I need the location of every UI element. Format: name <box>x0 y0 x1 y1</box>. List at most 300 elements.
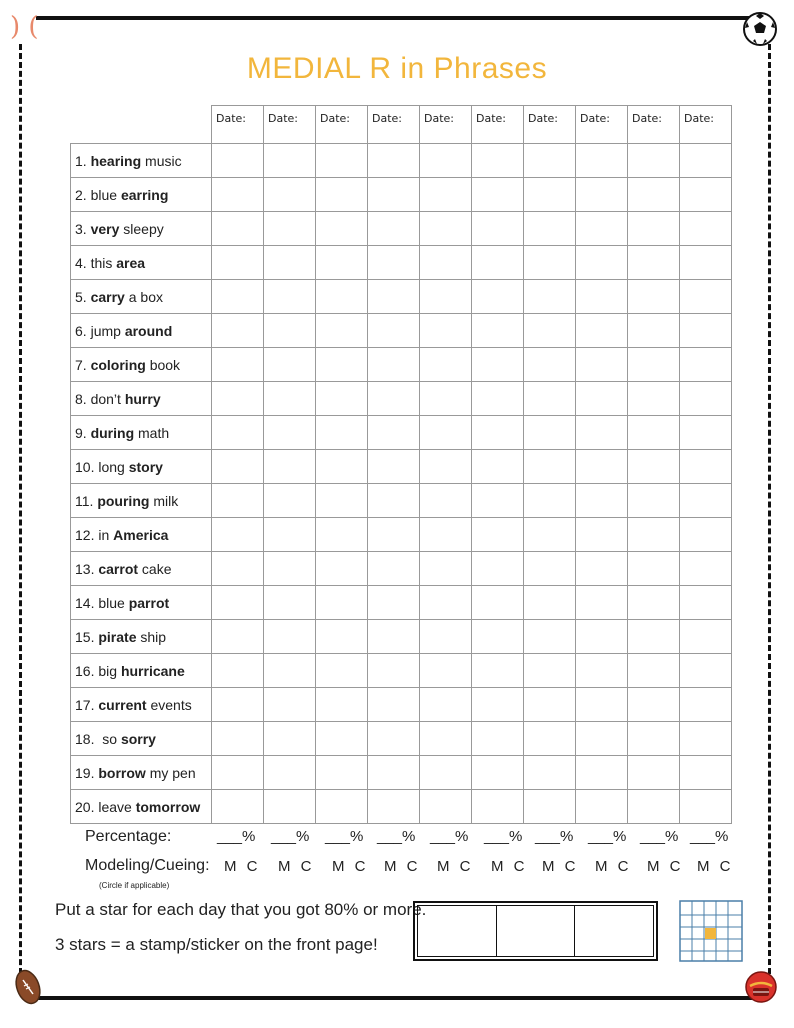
score-cell[interactable] <box>316 586 368 620</box>
star-instruction: Put a star for each day that you got 80% or more. <box>55 900 427 919</box>
score-cell[interactable] <box>212 246 264 280</box>
score-cell[interactable] <box>368 280 420 314</box>
score-cell[interactable] <box>524 620 576 654</box>
phrase-target-word: pirate <box>98 628 137 645</box>
score-cell[interactable] <box>264 178 316 212</box>
score-cell[interactable] <box>628 382 680 416</box>
score-cell[interactable] <box>264 722 316 756</box>
phrase-row <box>71 756 732 790</box>
modeling-cueing-choice[interactable]: M C <box>542 858 579 875</box>
phrase-pre: leave <box>94 798 136 815</box>
score-cell[interactable] <box>368 314 420 348</box>
score-cell[interactable] <box>420 314 472 348</box>
score-cell[interactable] <box>420 450 472 484</box>
phrase-pre: don’t <box>86 390 125 407</box>
score-cell[interactable] <box>368 382 420 416</box>
score-cell[interactable] <box>628 280 680 314</box>
score-cell[interactable] <box>524 416 576 450</box>
score-cell[interactable] <box>576 552 628 586</box>
score-cell[interactable] <box>472 246 524 280</box>
percentage-blank[interactable]: ___% <box>217 828 256 845</box>
phrase-target-word: current <box>98 696 147 713</box>
phrase-number: 18. <box>75 730 95 747</box>
score-cell[interactable] <box>316 654 368 688</box>
score-cell[interactable] <box>368 620 420 654</box>
score-cell[interactable] <box>316 382 368 416</box>
score-cell[interactable] <box>576 620 628 654</box>
score-cell[interactable] <box>628 450 680 484</box>
score-cell[interactable] <box>212 450 264 484</box>
modeling-cueing-choice[interactable]: M C <box>224 858 261 875</box>
score-cell[interactable] <box>212 722 264 756</box>
score-cell[interactable] <box>264 144 316 178</box>
score-cell[interactable] <box>368 722 420 756</box>
score-cell[interactable] <box>680 416 732 450</box>
score-cell[interactable] <box>576 178 628 212</box>
percentage-blank[interactable]: ___% <box>535 828 574 845</box>
phrase-row <box>71 484 732 518</box>
score-cell[interactable] <box>264 790 316 824</box>
score-cell[interactable] <box>680 280 732 314</box>
score-cell[interactable] <box>680 144 732 178</box>
phrase-label <box>71 314 212 348</box>
percentage-blank[interactable]: ___% <box>271 828 310 845</box>
score-cell[interactable] <box>316 620 368 654</box>
score-cell[interactable] <box>368 552 420 586</box>
phrase-target-word: carry <box>90 288 125 305</box>
score-cell[interactable] <box>420 144 472 178</box>
phrase-row <box>71 722 732 756</box>
score-cell[interactable] <box>472 654 524 688</box>
percentage-blank[interactable]: ___% <box>377 828 416 845</box>
score-cell[interactable] <box>680 654 732 688</box>
score-cell[interactable] <box>368 518 420 552</box>
score-cell[interactable] <box>680 382 732 416</box>
score-cell[interactable] <box>576 688 628 722</box>
score-cell[interactable] <box>212 178 264 212</box>
score-cell[interactable] <box>576 484 628 518</box>
score-cell[interactable] <box>316 212 368 246</box>
score-cell[interactable] <box>524 280 576 314</box>
score-cell[interactable] <box>628 484 680 518</box>
score-cell[interactable] <box>472 484 524 518</box>
phrase-label <box>71 790 212 824</box>
star-slot[interactable] <box>418 906 497 956</box>
modeling-cueing-choice[interactable]: M C <box>697 858 734 875</box>
score-cell[interactable] <box>212 280 264 314</box>
score-cell[interactable] <box>628 314 680 348</box>
phrase-number: 11. <box>75 492 94 509</box>
score-cell[interactable] <box>472 314 524 348</box>
phrase-row <box>71 518 732 552</box>
score-cell[interactable] <box>524 144 576 178</box>
score-cell[interactable] <box>628 144 680 178</box>
page-border-top <box>36 16 754 20</box>
modeling-cueing-choice[interactable]: M C <box>595 858 632 875</box>
score-cell[interactable] <box>628 620 680 654</box>
score-cell[interactable] <box>316 484 368 518</box>
score-cell[interactable] <box>420 518 472 552</box>
phrase-target-word: sorry <box>120 730 156 747</box>
phrase-pre: long <box>94 458 129 475</box>
score-cell[interactable] <box>628 722 680 756</box>
date-header-cell: Date: <box>472 106 524 144</box>
score-cell[interactable] <box>576 654 628 688</box>
score-cell[interactable] <box>316 722 368 756</box>
phrase-row <box>71 586 732 620</box>
score-cell[interactable] <box>680 518 732 552</box>
score-cell[interactable] <box>680 756 732 790</box>
score-cell[interactable] <box>628 416 680 450</box>
percentage-blank[interactable]: ___% <box>484 828 523 845</box>
score-cell[interactable] <box>316 756 368 790</box>
score-cell[interactable] <box>368 790 420 824</box>
phrase-number: 14. <box>75 594 95 611</box>
score-cell[interactable] <box>628 212 680 246</box>
date-header-row <box>71 106 732 144</box>
star-slot[interactable] <box>497 906 576 956</box>
percentage-blank[interactable]: ___% <box>430 828 469 845</box>
phrase-label <box>71 756 212 790</box>
star-slot[interactable] <box>575 906 653 956</box>
score-cell[interactable] <box>628 178 680 212</box>
score-cell[interactable] <box>472 382 524 416</box>
score-cell[interactable] <box>368 144 420 178</box>
score-cell[interactable] <box>420 246 472 280</box>
score-cell[interactable] <box>368 246 420 280</box>
score-cell[interactable] <box>316 178 368 212</box>
score-cell[interactable] <box>420 756 472 790</box>
score-cell[interactable] <box>316 518 368 552</box>
score-cell[interactable] <box>524 212 576 246</box>
phrase-row <box>71 688 732 722</box>
score-cell[interactable] <box>420 178 472 212</box>
phrase-target-word: pouring <box>97 492 150 509</box>
score-cell[interactable] <box>472 450 524 484</box>
score-cell[interactable] <box>368 688 420 722</box>
score-cell[interactable] <box>576 314 628 348</box>
score-cell[interactable] <box>368 178 420 212</box>
score-cell[interactable] <box>264 484 316 518</box>
score-cell[interactable] <box>420 722 472 756</box>
phrase-row <box>71 790 732 824</box>
score-cell[interactable] <box>368 212 420 246</box>
date-header-cell: Date: <box>524 106 576 144</box>
score-cell[interactable] <box>680 688 732 722</box>
score-cell[interactable] <box>212 756 264 790</box>
percentage-blank[interactable]: ___% <box>588 828 627 845</box>
score-cell[interactable] <box>472 178 524 212</box>
score-cell[interactable] <box>264 450 316 484</box>
score-cell[interactable] <box>472 280 524 314</box>
score-cell[interactable] <box>576 450 628 484</box>
score-cell[interactable] <box>524 756 576 790</box>
score-cell[interactable] <box>420 654 472 688</box>
percentage-blank[interactable]: ___% <box>325 828 364 845</box>
score-cell[interactable] <box>212 552 264 586</box>
date-header-cell: Date: <box>368 106 420 144</box>
score-cell[interactable] <box>316 280 368 314</box>
score-cell[interactable] <box>524 484 576 518</box>
phrase-target-word: coloring <box>90 356 146 373</box>
score-cell[interactable] <box>680 212 732 246</box>
score-cell[interactable] <box>576 518 628 552</box>
score-cell[interactable] <box>420 348 472 382</box>
score-cell[interactable] <box>420 212 472 246</box>
score-cell[interactable] <box>316 790 368 824</box>
phrase-number: 3. <box>75 220 87 237</box>
score-cell[interactable] <box>628 790 680 824</box>
phrase-pre: this <box>86 254 117 271</box>
score-cell[interactable] <box>472 212 524 246</box>
phrase-post: a box <box>124 288 163 305</box>
phrase-label <box>71 620 212 654</box>
score-cell[interactable] <box>524 654 576 688</box>
score-cell[interactable] <box>368 484 420 518</box>
percentage-blank[interactable]: ___% <box>690 828 729 845</box>
phrase-row <box>71 382 732 416</box>
phrase-label <box>71 722 212 756</box>
score-cell[interactable] <box>368 348 420 382</box>
score-cell[interactable] <box>576 212 628 246</box>
phrase-label <box>71 450 212 484</box>
score-cell[interactable] <box>576 790 628 824</box>
score-cell[interactable] <box>524 552 576 586</box>
modeling-cueing-choice[interactable]: M C <box>332 858 369 875</box>
score-cell[interactable] <box>576 586 628 620</box>
score-cell[interactable] <box>420 688 472 722</box>
phrase-target-word: around <box>124 322 173 339</box>
score-cell[interactable] <box>628 246 680 280</box>
score-cell[interactable] <box>472 620 524 654</box>
score-cell[interactable] <box>212 484 264 518</box>
phrase-post: my pen <box>145 764 196 781</box>
score-cell[interactable] <box>264 688 316 722</box>
phrase-pre: big <box>94 662 121 679</box>
phrase-target-word: during <box>90 424 135 441</box>
score-cell[interactable] <box>368 416 420 450</box>
score-cell[interactable] <box>212 314 264 348</box>
date-header-cell: Date: <box>264 106 316 144</box>
score-cell[interactable] <box>680 722 732 756</box>
score-cell[interactable] <box>472 586 524 620</box>
score-cell[interactable] <box>420 280 472 314</box>
score-cell[interactable] <box>212 586 264 620</box>
score-cell[interactable] <box>212 416 264 450</box>
phrase-label <box>71 348 212 382</box>
score-cell[interactable] <box>472 518 524 552</box>
score-cell[interactable] <box>680 620 732 654</box>
score-cell[interactable] <box>316 688 368 722</box>
score-cell[interactable] <box>628 688 680 722</box>
score-cell[interactable] <box>524 314 576 348</box>
score-cell[interactable] <box>316 450 368 484</box>
phrase-target-word: America <box>113 526 169 543</box>
score-cell[interactable] <box>472 416 524 450</box>
modeling-cueing-choice[interactable]: M C <box>491 858 528 875</box>
score-cell[interactable] <box>472 790 524 824</box>
score-cell[interactable] <box>472 756 524 790</box>
phrase-target-word: carrot <box>98 560 139 577</box>
page-title: MEDIAL R in Phrases <box>246 52 548 85</box>
score-cell[interactable] <box>212 348 264 382</box>
score-cell[interactable] <box>576 280 628 314</box>
score-cell[interactable] <box>316 246 368 280</box>
phrase-target-word: hearing <box>90 152 142 169</box>
score-cell[interactable] <box>680 246 732 280</box>
score-cell[interactable] <box>264 620 316 654</box>
score-cell[interactable] <box>576 246 628 280</box>
phrase-pre: in <box>94 526 114 543</box>
score-cell[interactable] <box>264 314 316 348</box>
score-cell[interactable] <box>628 552 680 586</box>
phrase-tracking-table <box>70 105 732 824</box>
score-cell[interactable] <box>420 586 472 620</box>
score-cell[interactable] <box>420 382 472 416</box>
score-cell[interactable] <box>576 382 628 416</box>
score-cell[interactable] <box>264 756 316 790</box>
score-cell[interactable] <box>264 280 316 314</box>
score-cell[interactable] <box>212 518 264 552</box>
score-cell[interactable] <box>368 450 420 484</box>
phrase-label <box>71 586 212 620</box>
score-cell[interactable] <box>524 348 576 382</box>
phrase-label <box>71 688 212 722</box>
score-cell[interactable] <box>628 586 680 620</box>
score-cell[interactable] <box>576 722 628 756</box>
star-boxes <box>413 901 658 961</box>
phrase-target-word: story <box>128 458 163 475</box>
modeling-cueing-choice[interactable]: M C <box>384 858 421 875</box>
phrase-post: milk <box>149 492 179 509</box>
score-cell[interactable] <box>212 144 264 178</box>
score-cell[interactable] <box>368 654 420 688</box>
score-cell[interactable] <box>212 382 264 416</box>
score-cell[interactable] <box>264 348 316 382</box>
score-cell[interactable] <box>264 518 316 552</box>
phrase-number: 20. <box>75 798 95 815</box>
score-cell[interactable] <box>680 348 732 382</box>
phrase-number: 6. <box>75 322 87 339</box>
modeling-cueing-choice[interactable]: M C <box>278 858 315 875</box>
corner-doodle-icon: ) ( <box>10 12 39 42</box>
date-header-cell: Date: <box>628 106 680 144</box>
score-cell[interactable] <box>420 416 472 450</box>
score-cell[interactable] <box>316 552 368 586</box>
score-cell[interactable] <box>212 654 264 688</box>
score-cell[interactable] <box>472 722 524 756</box>
score-cell[interactable] <box>472 144 524 178</box>
score-cell[interactable] <box>420 484 472 518</box>
score-cell[interactable] <box>680 586 732 620</box>
score-cell[interactable] <box>680 178 732 212</box>
score-cell[interactable] <box>628 518 680 552</box>
score-cell[interactable] <box>264 212 316 246</box>
score-cell[interactable] <box>212 212 264 246</box>
score-cell[interactable] <box>368 586 420 620</box>
score-cell[interactable] <box>420 790 472 824</box>
score-cell[interactable] <box>680 790 732 824</box>
score-cell[interactable] <box>680 552 732 586</box>
score-cell[interactable] <box>316 144 368 178</box>
phrase-row <box>71 246 732 280</box>
phrase-row <box>71 144 732 178</box>
score-cell[interactable] <box>368 756 420 790</box>
score-cell[interactable] <box>212 688 264 722</box>
score-cell[interactable] <box>524 722 576 756</box>
modeling-cueing-choice[interactable]: M C <box>437 858 474 875</box>
phrase-post: math <box>134 424 170 441</box>
score-cell[interactable] <box>420 620 472 654</box>
phrase-number: 15. <box>75 628 95 645</box>
score-cell[interactable] <box>472 552 524 586</box>
score-cell[interactable] <box>524 586 576 620</box>
phrase-number: 8. <box>75 390 87 407</box>
phrase-post: sleepy <box>119 220 164 237</box>
score-cell[interactable] <box>576 348 628 382</box>
score-cell[interactable] <box>576 756 628 790</box>
score-cell[interactable] <box>524 178 576 212</box>
score-cell[interactable] <box>316 314 368 348</box>
score-cell[interactable] <box>316 416 368 450</box>
score-cell[interactable] <box>524 382 576 416</box>
score-cell[interactable] <box>576 416 628 450</box>
percentage-blank[interactable]: ___% <box>640 828 679 845</box>
score-cell[interactable] <box>680 484 732 518</box>
score-cell[interactable] <box>420 552 472 586</box>
score-cell[interactable] <box>628 756 680 790</box>
score-cell[interactable] <box>264 382 316 416</box>
score-cell[interactable] <box>212 790 264 824</box>
page-border-right <box>768 44 771 974</box>
modeling-cueing-choice[interactable]: M C <box>647 858 684 875</box>
date-header-cell: Date: <box>420 106 472 144</box>
phrase-post: music <box>141 152 182 169</box>
circle-note: (Circle if applicable) <box>99 881 170 890</box>
score-cell[interactable] <box>680 450 732 484</box>
score-cell[interactable] <box>264 552 316 586</box>
phrase-number: 10. <box>75 458 95 475</box>
score-cell[interactable] <box>524 790 576 824</box>
score-cell[interactable] <box>212 620 264 654</box>
score-cell[interactable] <box>264 246 316 280</box>
score-cell[interactable] <box>472 688 524 722</box>
score-cell[interactable] <box>524 518 576 552</box>
phrase-row <box>71 212 732 246</box>
phrase-row <box>71 654 732 688</box>
date-header-cell: Date: <box>576 106 628 144</box>
score-cell[interactable] <box>576 144 628 178</box>
score-cell[interactable] <box>524 246 576 280</box>
phrase-target-word: area <box>116 254 146 271</box>
phrase-post: ship <box>136 628 167 645</box>
score-cell[interactable] <box>472 348 524 382</box>
phrase-pre: blue <box>86 186 121 203</box>
score-cell[interactable] <box>524 450 576 484</box>
score-cell[interactable] <box>524 688 576 722</box>
score-cell[interactable] <box>264 586 316 620</box>
score-cell[interactable] <box>264 654 316 688</box>
score-cell[interactable] <box>628 348 680 382</box>
phrase-label <box>71 280 212 314</box>
score-cell[interactable] <box>264 416 316 450</box>
phrase-label <box>71 552 212 586</box>
phrase-label <box>71 484 212 518</box>
score-cell[interactable] <box>680 314 732 348</box>
score-cell[interactable] <box>316 348 368 382</box>
phrase-target-word: hurry <box>124 390 161 407</box>
score-cell[interactable] <box>628 654 680 688</box>
